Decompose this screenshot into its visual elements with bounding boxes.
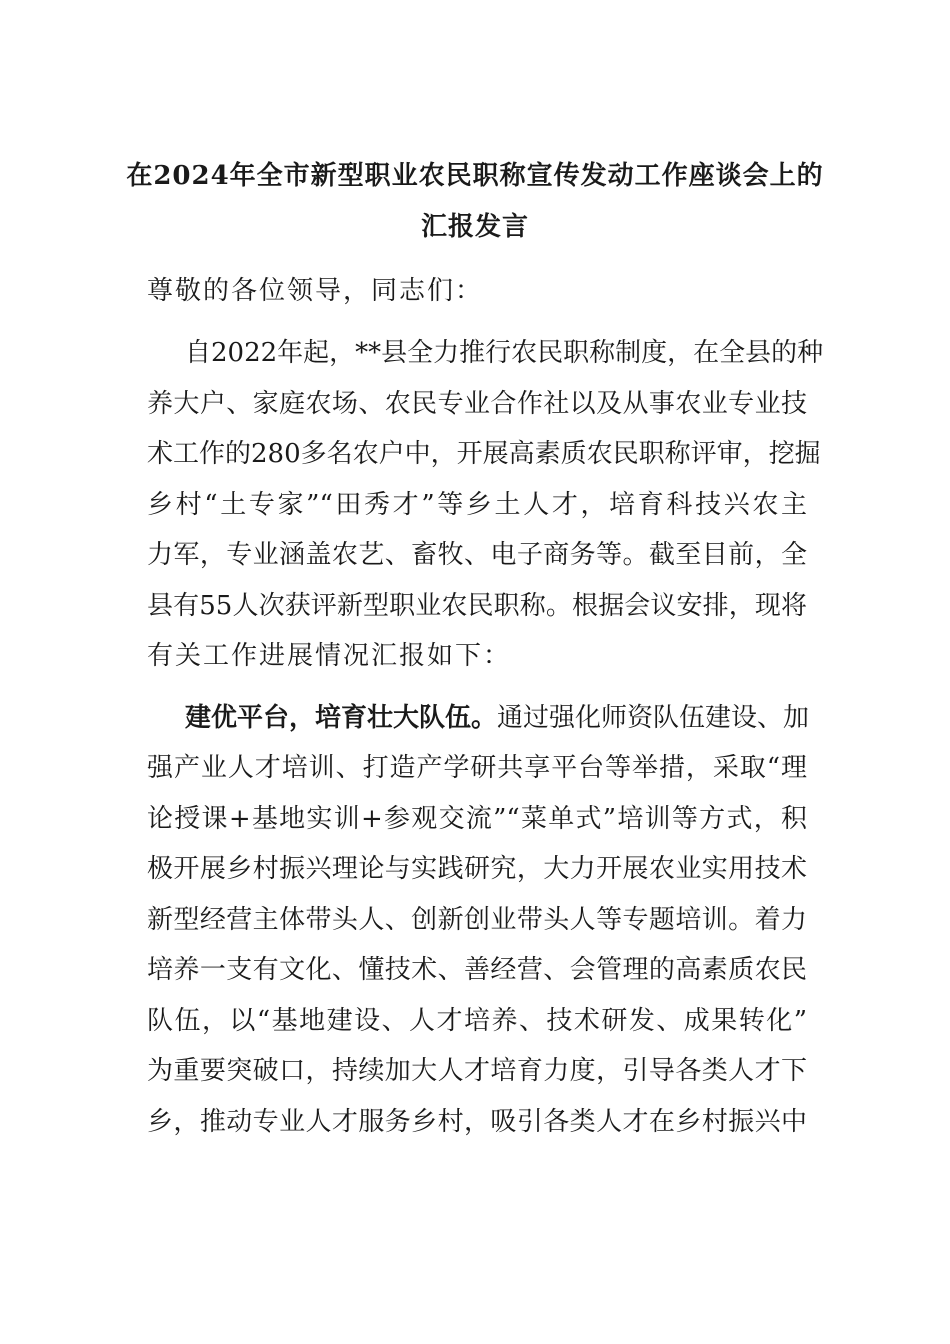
paragraph-line: 自2022年起，**县全力推行农民职称制度，在全县的种: [185, 338, 824, 368]
paragraph-line: 为重要突破口，持续加大人才培育力度，引导各类人才下: [147, 1056, 807, 1086]
paragraph-line-rest: 通过强化师资队伍建设、加: [497, 703, 810, 733]
paragraph-line: 养大户、家庭农场、农民专业合作社以及从事农业专业技: [147, 389, 807, 419]
document-title-line-2: 汇报发言: [420, 212, 529, 242]
paragraph-line: [185, 703, 810, 733]
paragraph-lead-heading: 建优平台，培育壮大队伍。: [185, 703, 498, 733]
paragraph-line: 乡，推动专业人才服务乡村，吸引各类人才在乡村振兴中: [147, 1107, 807, 1137]
document-title-line-1: 在2024年全市新型职业农民职称宣传发动工作座谈会上的: [126, 161, 824, 191]
paragraph-line: 论授课+基地实训+参观交流”“菜单式”培训等方式，积: [147, 804, 807, 834]
paragraph-line: 极开展乡村振兴理论与实践研究，大力开展农业实用技术: [147, 854, 807, 884]
paragraph-line: 乡村“土专家”“田秀才”等乡土人才，培育科技兴农主: [147, 490, 807, 520]
paragraph-line: 有关工作进展情况汇报如下：: [147, 641, 512, 671]
paragraph-line: 强产业人才培训、打造产学研共享平台等举措，采取“理: [147, 753, 807, 783]
greeting: 尊敬的各位领导，同志们：: [147, 276, 484, 306]
paragraph-line: 新型经营主体带头人、创新创业带头人等专题培训。着力: [147, 905, 807, 935]
paragraph-line: 队伍，以“基地建设、人才培养、技术研发、成果转化”: [147, 1006, 807, 1036]
paragraph-line: 力军，专业涵盖农艺、畜牧、电子商务等。截至目前，全: [147, 540, 807, 570]
paragraph-line: 县有55人次获评新型职业农民职称。根据会议安排，现将: [147, 591, 807, 621]
paragraph-line: 培养一支有文化、懂技术、善经营、会管理的高素质农民: [147, 955, 807, 985]
paragraph-line: 术工作的280多名农户中，开展高素质农民职称评审，挖掘: [147, 439, 821, 469]
